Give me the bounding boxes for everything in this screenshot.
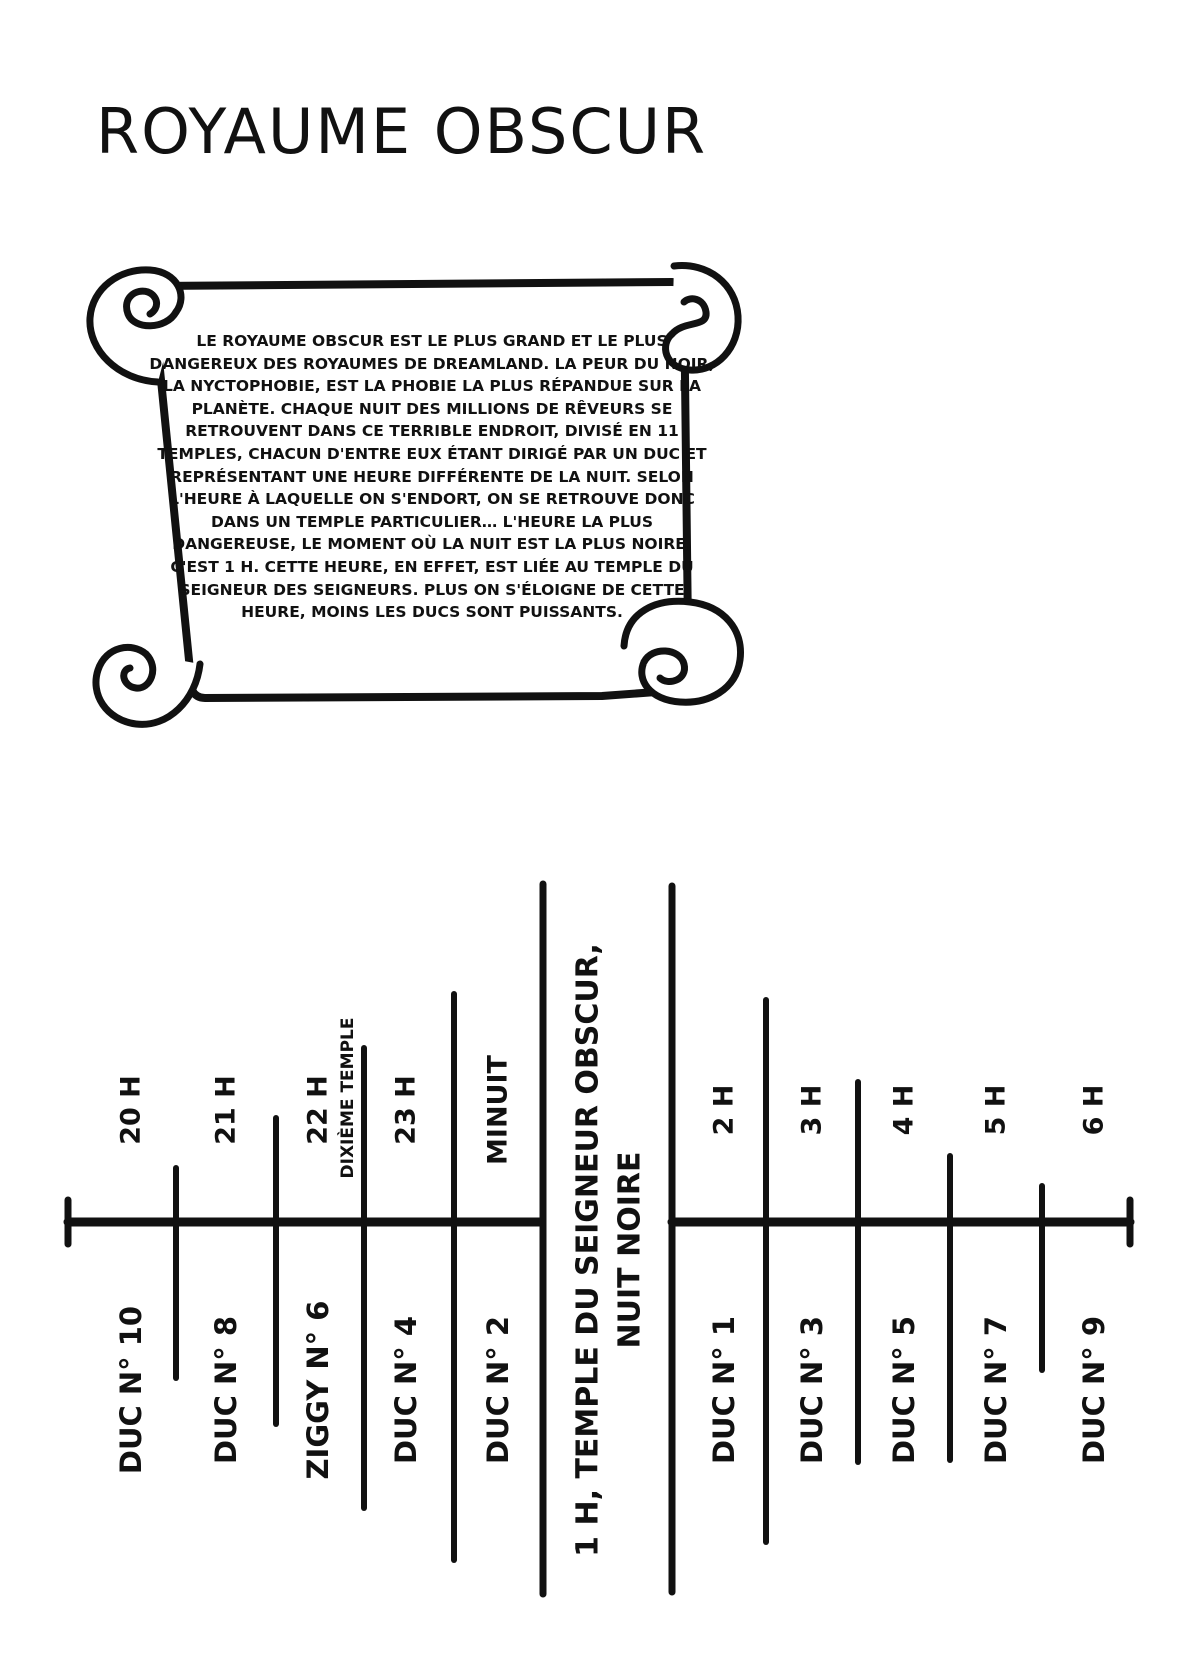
- duke-label: ZIGGY N° 6: [301, 1300, 335, 1480]
- duke-label: DUC N° 4: [389, 1315, 423, 1465]
- page-title: ROYAUME OBSCUR: [96, 95, 708, 168]
- hour-label: 6 H: [1078, 1084, 1110, 1136]
- hour-label: 22 H: [302, 1075, 334, 1145]
- duke-label: DUC N° 10: [114, 1305, 148, 1475]
- hour-label: 4 H: [888, 1084, 920, 1136]
- hour-label: 2 H: [708, 1084, 740, 1136]
- duke-label: DUC N° 2: [481, 1315, 515, 1465]
- duke-label: DUC N° 7: [979, 1315, 1013, 1465]
- hour-label: 3 H: [796, 1084, 828, 1136]
- hour-label: 20 H: [115, 1075, 147, 1145]
- temple-note-label: DIXIÈME TEMPLE: [338, 1017, 358, 1179]
- duke-label: DUC N° 5: [887, 1315, 921, 1465]
- hour-label: 21 H: [210, 1075, 242, 1145]
- center-temple-label: NUIT NOIRE: [612, 1151, 648, 1349]
- hour-label: 5 H: [980, 1084, 1012, 1136]
- duke-label: DUC N° 3: [795, 1315, 829, 1465]
- duke-label: DUC N° 1: [707, 1315, 741, 1465]
- duke-label: DUC N° 9: [1077, 1315, 1111, 1465]
- hour-label: 23 H: [390, 1075, 422, 1145]
- hour-label: MINUIT: [482, 1055, 514, 1165]
- center-temple-label: 1 H, TEMPLE DU SEIGNEUR OBSCUR,: [570, 943, 606, 1557]
- duke-label: DUC N° 8: [209, 1315, 243, 1465]
- intro-text: LE ROYAUME OBSCUR EST LE PLUS GRAND ET LE PLUS DANGEREUX DES ROYAUMES DE DREAMLAND. LA PEUR DU NOIR, LA NYCTOPHOBIE, EST LA PHOBIE LA PLUS RÉPANDUE SUR LA PLANÈTE. CHAQUE NUIT DES MILLIONS DE RÊVEURS SE RETROUVENT DANS CE TERRIBLE ENDROIT, DIVISÉ EN 11 TEMPLES, CHACUN D'ENTRE EUX ÉTANT DIRIGÉ PAR UN DUC ET REPRÉSENTANT UNE HEURE DIFFÉRENTE DE LA NUIT. SELON L'HEURE À LAQUELLE ON S'ENDORT, ON SE RETROUVE DONC DANS UN TEMPLE PARTICULIER… L'HEURE LA PLUS DANGEREUSE, LE MOMENT OÙ LA NUIT EST LA PLUS NOIRE, C'EST 1 H. CETTE HEURE, EN EFFET, EST LIÉE AU TEMPLE DU SEIGNEUR DES SEIGNEURS. PLUS ON S'ÉLOIGNE DE CETTE HEURE, MOINS LES DUCS SONT PUISSANTS.: [149, 332, 715, 622]
